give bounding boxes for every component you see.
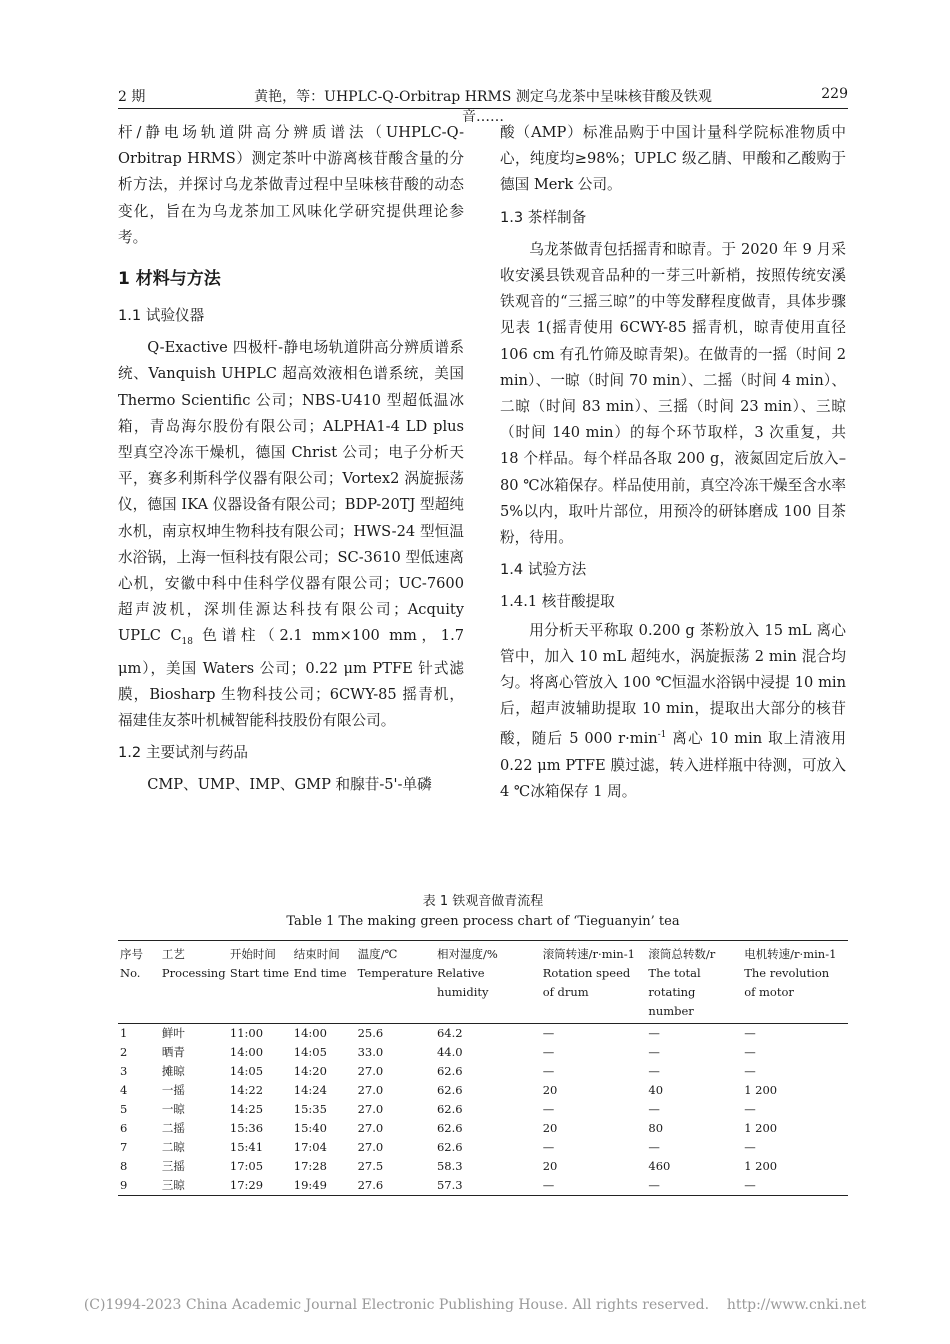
table-caption-en: Table 1 The making green process chart of ‘Tieguanyin’ tea	[286, 914, 680, 929]
table-row	[118, 1062, 848, 1081]
instruments-text-a: Q-Exactive 四极杆-静电场轨道阱高分辨质谱系统、Vanquish UHPLC 超高效液相色谱系统，美国 Thermo Scientific 公司；NBS-U410 型超低温冰箱，青岛海尔股份有限公司；ALPHA1-4 LD plus 型真空冷冻干燥机，德国 Christ 公司；电子分析天平，赛多利斯科学仪器有限公司；Vortex2 涡旋振荡仪，德国 IKA 仪器设备有限公司；BDP-20TJ 型超纯水机，南京权坤生物科技有限公司；HWS-24 型恒温水浴锅，上海一恒科技有限公司；SC-3610 型低速离心机，安徽中科中佳科学仪器有限公司；UC-7600 超声波机，深圳佳源达科技有限公司；Acquity UPLC C	[118, 339, 464, 645]
table-cell: 晒青	[161, 1045, 185, 1059]
table-cell: 2	[120, 1045, 128, 1059]
table-cell: —	[744, 1064, 756, 1078]
table-row	[118, 1176, 848, 1196]
table-cell: —	[648, 1064, 660, 1078]
table-header-cell	[435, 941, 541, 1024]
table-cell: 27.5	[357, 1159, 384, 1173]
table-cell: 20	[542, 1121, 558, 1135]
subsubsection-heading-extraction: 1.4.1 核苷酸提取	[500, 593, 615, 611]
sample-paragraph: 乌龙茶做青包括摇青和晾青。于 2020 年 9 月采收安溪县铁观音品种的一芽三叶新梢，按照传统安溪铁观音的“三摇三晾”的中等发酵程度做青，具体步骤见表 1(摇青使用 6CWY-85 摇青机，晾青使用直径 106 cm 有孔竹筛及晾青架)。在做青的一摇（时间 2 min）、一晾（时间 70 min）、二摇（时间 4 min）、二晾（时间 83 min）、三摇（时间 23 min）、三晾（时间 140 min）的每个环节取样，3 次重复，共 18 个样品。每个样品各取 200 g，液氮固定后放入–80 ℃冰箱保存。样品使用前，真空冷冻干燥至含水率 5%以内，取叶片部位，用预冷的研钵磨成 100 目茶粉，待用。	[500, 240, 847, 547]
table-cell: —	[744, 1178, 756, 1192]
table-row	[118, 1157, 848, 1176]
table-cell: 1 200	[744, 1083, 778, 1097]
instruments-subscript: 18	[181, 637, 193, 648]
table-cell: 58.3	[436, 1159, 463, 1173]
instruments-text-b: 色谱柱（2.1 mm×100 mm，1.7 μm），美国 Waters 公司；0.22 μm PTFE 针式滤膜，Biosharp 生物科技公司；6CWY-85 摇青机，福建佳友茶叶机械智能科技股份有限公司。	[118, 627, 464, 729]
running-title: 黄艳，等：UHPLC-Q-Orbitrap HRMS 测定乌龙茶中呈味核苷酸及铁观音……	[254, 89, 712, 125]
table-cell: 57.3	[436, 1178, 463, 1192]
section-heading-methods: 1 材料与方法	[118, 269, 221, 290]
table-cell: 1	[120, 1026, 128, 1040]
table-cell: 25.6	[357, 1026, 384, 1040]
table-cell: 20	[542, 1159, 558, 1173]
table-header-row	[118, 941, 848, 1024]
table-header-line: The revolution	[744, 966, 830, 980]
extraction-text-a: 用分析天平称取 0.200 g 茶粉放入 15 mL 离心管中，加入 10 mL 超纯水，涡旋振荡 2 min 混合均匀。将离心管放入 100 ℃恒温水浴锅中浸提 10 min 后，超声波辅助提取 10 min，提取出大部分的核苷酸，随后 5 000 r·min	[500, 621, 846, 748]
subsection-heading-method: 1.4 试验方法	[500, 561, 587, 579]
table-header-line: End time	[293, 966, 347, 980]
table-cell: 64.2	[436, 1026, 463, 1040]
table-cell: 1 200	[744, 1159, 778, 1173]
table-cell: 62.6	[436, 1102, 463, 1116]
table-header-line: The total rotating	[648, 966, 701, 999]
table-header-line: 滚筒转速/r·min-1	[542, 947, 635, 961]
table-header-line: 工艺	[161, 947, 185, 961]
table-cell: 27.0	[357, 1121, 384, 1135]
table-header-line: of motor	[744, 985, 794, 999]
table-cell: 鲜叶	[161, 1026, 185, 1040]
table-row	[118, 1024, 848, 1044]
table-header-line: Processing	[161, 966, 226, 980]
table-cell: 二晾	[161, 1140, 185, 1154]
table-cell: —	[542, 1045, 555, 1059]
table-cell: —	[648, 1102, 660, 1116]
table-cell: 27.0	[357, 1083, 384, 1097]
table-cell: 14:25	[229, 1102, 264, 1116]
table-cell: 一晾	[161, 1102, 185, 1116]
page-number: 229	[821, 86, 848, 102]
table-cell: —	[648, 1045, 660, 1059]
table-header-line: 温度/℃	[357, 947, 398, 961]
table-header-cell	[160, 941, 228, 1024]
table-cell: 20	[542, 1083, 558, 1097]
table-cell: 15:41	[229, 1140, 264, 1154]
table-cell: 6	[120, 1121, 128, 1135]
table-header-line: 滚筒总转数/r	[648, 947, 716, 961]
table-cell: —	[648, 1178, 660, 1192]
table-cell: 44.0	[436, 1045, 463, 1059]
subsection-heading-sample: 1.3 茶样制备	[500, 208, 587, 226]
table-header-line: Temperature	[357, 966, 433, 980]
table-cell: 62.6	[436, 1121, 463, 1135]
table-cell: —	[744, 1140, 756, 1154]
table-header-line: 开始时间	[229, 947, 276, 961]
reagents-continued: 酸（AMP）标准品购于中国计量科学院标准物质中心，纯度均≥98%；UPLC 级乙腈、甲酸和乙酸购于德国 Merk 公司。	[500, 124, 846, 194]
table-header-cell	[228, 941, 292, 1024]
table-cell: —	[744, 1026, 756, 1040]
intro-paragraph: 杆/静电场轨道阱高分辨质谱法（UHPLC-Q-Orbitrap HRMS）测定茶叶中游离核苷酸含量的分析方法，并探讨乌龙茶做青过程中呈味核苷酸的动态变化，旨在为乌龙茶加工风味化学研究提供理论参考。	[118, 124, 464, 246]
table-cell: 33.0	[357, 1045, 384, 1059]
table-header-line: Relative humidity	[436, 966, 489, 999]
table-cell: 14:05	[293, 1045, 327, 1059]
table-cell: 27.0	[357, 1064, 384, 1078]
table-cell: 15:35	[293, 1102, 327, 1116]
table-cell: 8	[120, 1159, 128, 1173]
table-cell: 62.6	[436, 1140, 463, 1154]
table-cell: 14:24	[293, 1083, 327, 1097]
table-cell: 15:40	[293, 1121, 327, 1135]
left-column	[118, 120, 464, 799]
table-cell: 14:00	[293, 1026, 327, 1040]
table-cell: 15:36	[229, 1121, 264, 1135]
table-body	[118, 1024, 848, 1196]
extraction-superscript: -1	[657, 730, 667, 741]
table-cell: 11:00	[229, 1026, 264, 1040]
table-cell: 80	[648, 1121, 664, 1135]
table-cell: —	[542, 1026, 555, 1040]
table-cell: —	[744, 1102, 756, 1116]
right-column	[500, 120, 846, 805]
process-table	[118, 940, 848, 1196]
table-header-line: Start time	[229, 966, 290, 980]
table-caption-cn: 表 1 铁观音做青流程	[422, 894, 544, 909]
table-header-cell	[646, 941, 742, 1024]
copyright-footer: (C)1994-2023 China Academic Journal Electronic Publishing House. All rights reserved. http://www.cnki.net	[83, 1297, 867, 1313]
table-cell: 14:00	[229, 1045, 264, 1059]
table-cell: 9	[120, 1178, 128, 1192]
table-cell: —	[648, 1140, 660, 1154]
table-cell: 27.6	[357, 1178, 384, 1192]
subsection-heading-reagents: 1.2 主要试剂与药品	[118, 744, 249, 762]
table-header-cell	[292, 941, 356, 1024]
table-cell: 17:04	[293, 1140, 327, 1154]
table-cell: 三摇	[161, 1159, 185, 1173]
table-cell: 摊晾	[161, 1064, 185, 1078]
table-header-line: of drum	[542, 985, 589, 999]
table-header-line: 相对湿度/%	[436, 947, 498, 961]
table-header-line: 序号	[120, 947, 143, 961]
table-cell: 27.0	[357, 1140, 384, 1154]
table-cell: 1 200	[744, 1121, 778, 1135]
table-cell: 14:22	[229, 1083, 264, 1097]
table-header-cell	[742, 941, 848, 1024]
table-cell: 19:49	[293, 1178, 327, 1192]
table-cell: 3	[120, 1064, 128, 1078]
issue-number: 2 期	[118, 89, 146, 105]
table-header-line: 结束时间	[293, 947, 340, 961]
table-cell: 三晾	[161, 1178, 185, 1192]
table-header-cell	[356, 941, 435, 1024]
table-cell: —	[542, 1140, 555, 1154]
table-header-cell	[541, 941, 647, 1024]
reagents-paragraph: CMP、UMP、IMP、GMP 和腺苷-5'-单磷	[147, 776, 432, 794]
table-cell: 40	[648, 1083, 664, 1097]
table-row	[118, 1081, 848, 1100]
table-cell: 27.0	[357, 1102, 384, 1116]
table-cell: 7	[120, 1140, 128, 1154]
table-cell: 62.6	[436, 1064, 463, 1078]
table-cell: 5	[120, 1102, 128, 1116]
table-cell: 17:28	[293, 1159, 327, 1173]
table-header-line: Rotation speed	[542, 966, 631, 980]
table-row	[118, 1100, 848, 1119]
table-header-line: number	[648, 1004, 694, 1018]
extraction-text-b: 离心 10 min 取上清液用 0.22 μm PTFE 膜过滤，转入进样瓶中待测，可放入 4 ℃冰箱保存 1 周。	[500, 730, 847, 800]
table-cell: 14:20	[293, 1064, 327, 1078]
table-cell: —	[648, 1026, 660, 1040]
table-cell: —	[744, 1045, 756, 1059]
table-cell: —	[542, 1102, 555, 1116]
table-cell: 460	[648, 1159, 671, 1173]
table-row	[118, 1043, 848, 1062]
table-header-line: 电机转速/r·min-1	[744, 947, 837, 961]
table-cell: 一摇	[161, 1083, 185, 1097]
table-cell: 17:05	[229, 1159, 264, 1173]
table-header-line: No.	[120, 966, 141, 980]
extraction-paragraph	[500, 618, 846, 805]
running-header	[118, 84, 848, 125]
table-cell: —	[542, 1178, 555, 1192]
table-cell: —	[542, 1064, 555, 1078]
table-cell: 14:05	[229, 1064, 264, 1078]
table-row	[118, 1119, 848, 1138]
table-row	[118, 1138, 848, 1157]
table-cell: 17:29	[229, 1178, 264, 1192]
table-header-cell	[118, 941, 160, 1024]
table-cell: 4	[120, 1083, 128, 1097]
table-cell: 62.6	[436, 1083, 463, 1097]
instruments-paragraph	[118, 335, 464, 734]
table-cell: 二摇	[161, 1121, 185, 1135]
subsection-heading-instruments: 1.1 试验仪器	[118, 307, 205, 325]
